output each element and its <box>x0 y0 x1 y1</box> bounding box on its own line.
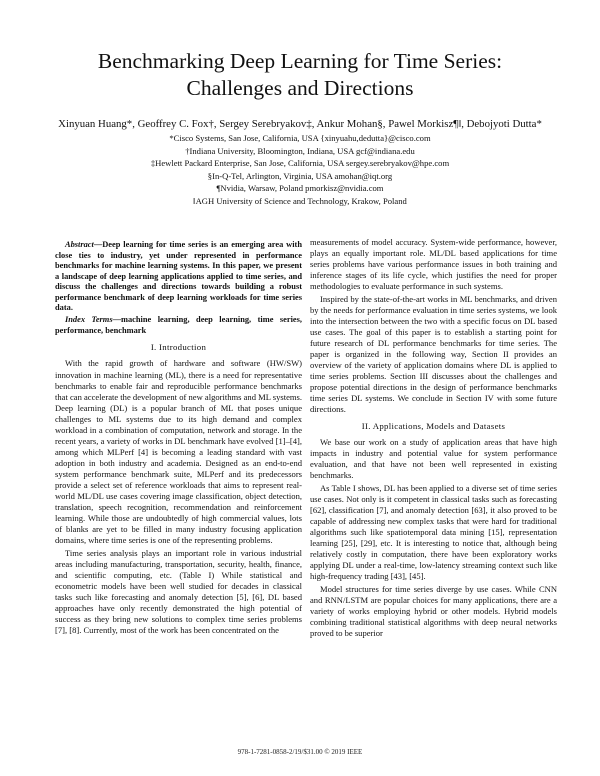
copyright-footer: 978-1-7281-0858-2/19/$31.00 © 2019 IEEE <box>237 748 363 756</box>
section-2-paragraph-3: Model structures for time series diverge by use cases. While CNN and RNN/LSTM are popular choices for many applications, there are a variety of works employing hybrid or other models. Hybrid models combining traditional statistical algorithms with deep neural networks proved to be superior <box>310 583 557 639</box>
intro-paragraph-3: measurements of model accuracy. System-wide performance, however, plays an equally important role. ML/DL based applications for time series problems have various performance issues in both training and inference stages of its life cycle, which justifies the need for proper methodologies to evaluate performance in such systems. <box>310 237 557 292</box>
abstract <box>55 240 302 314</box>
affiliation-inqtel: §In-Q-Tel, Arlington, Virginia, USA amohan@iqt.org <box>207 170 393 181</box>
affiliation-cisco: *Cisco Systems, San Jose, California, USA {xinyuahu,dedutta}@cisco.com <box>169 133 431 143</box>
left-column <box>55 240 302 638</box>
index-terms <box>55 315 302 336</box>
intro-paragraph-2: Time series analysis plays an important role in various industrial areas including manufacturing, transportation, security, health, finance, and scientific computing, etc. (Table I) While statistical and econometric models have been well studied for decades in classical tasks such like forecasting and anomaly detection [5], [6], DL based approaches have only recently demonstrated the high potential of success as they bring new solutions to complex time series problems [7], [8]. Currently, most of the work has been concentrated on the <box>55 547 302 636</box>
index-terms-label: Index Terms <box>65 315 113 325</box>
title-line-2: Challenges and Directions <box>186 76 414 100</box>
title-line-1: Benchmarking Deep Learning for Time Series: <box>97 49 503 73</box>
author-names: Xinyuan Huang*, Geoffrey C. Fox†, Sergey Serebryakov‡, Ankur Mohan§, Pawel Morkisz¶‖, Debojyoti Dutta* <box>58 118 542 130</box>
abstract-text: —Deep learning for time series is an emerging area with close ties to industry, yet under represented in performance benchmarks for machine learning systems. In this paper, we present a landscape of deep learning applications applied to time series, and discuss the challenges and directions towards building a robust performance benchmark of deep learning workloads for time series data. <box>55 240 302 313</box>
section-2-paragraph-1: We base our work on a study of application areas that have high impacts in industry and potential value for system performance evaluation, and that have not been well represented in existing benchmarks. <box>310 437 557 481</box>
affiliation-nvidia: ¶Nvidia, Warsaw, Poland pmorkisz@nvidia.com <box>216 183 384 194</box>
right-column <box>310 237 557 641</box>
affiliation-indiana: †Indiana University, Bloomington, Indiana, USA gcf@indiana.edu <box>185 145 415 156</box>
intro-paragraph-1: With the rapid growth of hardware and software (HW/SW) innovation in machine learning (ML), there is a need for representative benchmarks to enable fair and reproducible performance benchmarks that can accelerate the development of new algorithms and ML systems. Deep learning (DL) is a popular branch of ML that poses unique challenges to ML systems due to its high demand and complex workload in a combination of computation, network and storage. In the recent years, a variety of works in DL benchmark have evolved [1]–[4], among which MLPerf [4] is becoming a leading standard with vast adoption in both industry and academia. Designed as an end-to-end system performance benchmark suite, MLPerf and its predecessors provide a select set of reference workloads that aims to represent real-world ML/DL use cases covering image classification, object detection, translation, speech recognition, recommendation and reinforcement learning. While those are undoubtedly of high commercial values, lots of blanks are yet to be filled in many industry focusing application domains, where time series is one of the representing problems. <box>55 358 302 546</box>
paper-title <box>40 48 560 102</box>
intro-paragraph-4: Inspired by the state-of-the-art works in ML benchmarks, and driven by the needs for performance evaluation in time series systems, we look into the intersection between the two with a specific focus on DL based use cases. The goal of this paper is to establish a starting point for future research of DL performance benchmarks for time series. The paper is organized in the following way, Section II provides an overview of the variety of application domains where DL is applied to time series problems. Section III discusses about the challenges and propose potential directions in the design of performance benchmarks time series DL systems. We conclude in Section IV with some future directions. <box>310 293 557 415</box>
section-2-heading: II. Applications, Models and Datasets <box>361 421 506 432</box>
affiliation-hpe: ‡Hewlett Packard Enterprise, San Jose, California, USA sergey.serebryakov@hpe.com <box>150 158 450 169</box>
abstract-label: Abstract <box>65 240 94 249</box>
index-terms-text: —machine learning, deep learning, time series, performance, benchmark <box>55 315 303 335</box>
affiliation-agh: ‖AGH University of Science and Technology, Krakow, Poland <box>193 195 407 206</box>
section-2-paragraph-2: As Table I shows, DL has been applied to a diverse set of time series use cases. Not only is it competent in classical tasks such as forecasting [62], classification [7], and anomaly detection [63], it also proved to be capable of addressing new complex tasks that were hard for traditional algorithms such like spatiotemporal data mining [15], representation learning [25], [29], etc. It is interesting to notice that, although being relatively costly in computation, there have been exploratory works applying DL under a real-time, low-latency streaming context such like high-frequency trading [43], [45]. <box>310 482 557 582</box>
section-1-heading: I. Introduction <box>150 342 207 353</box>
author-block <box>30 118 570 208</box>
